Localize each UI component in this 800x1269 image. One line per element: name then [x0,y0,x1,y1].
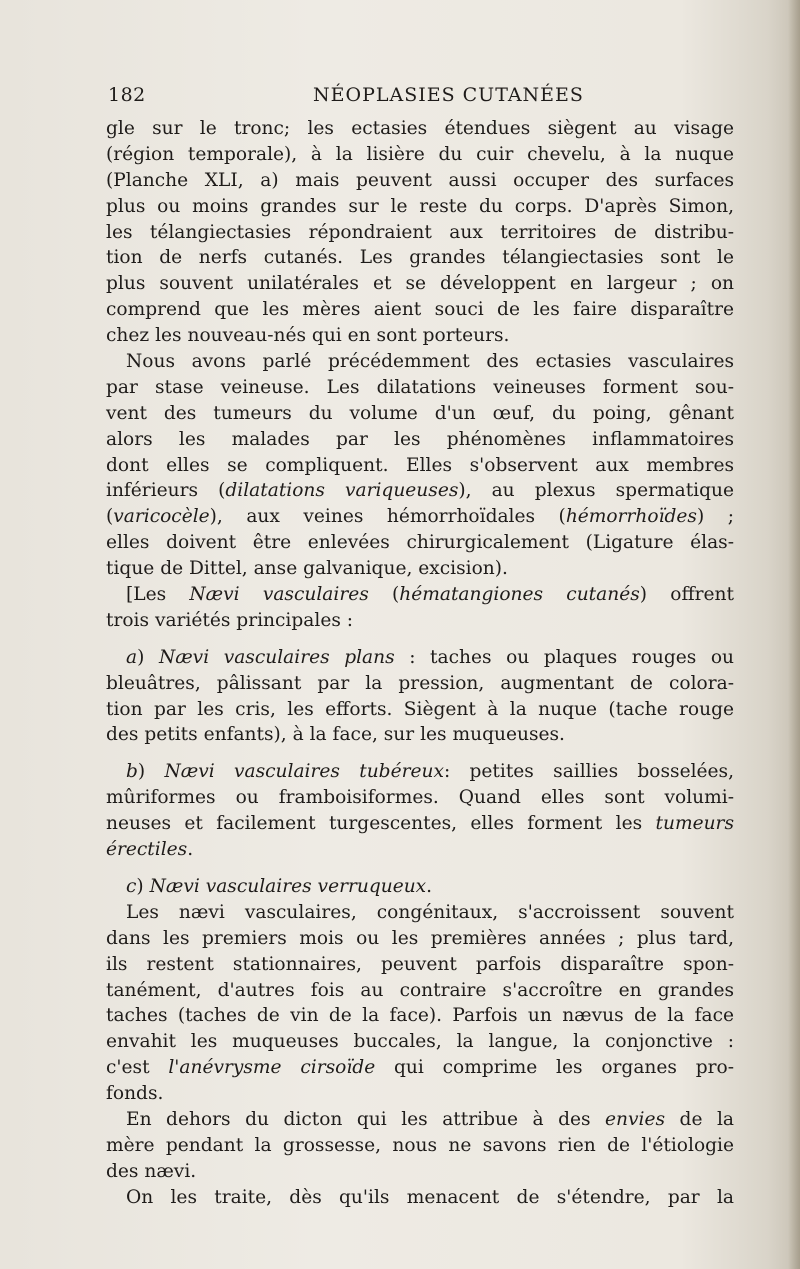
italic-term: Nævi vasculaires [189,584,369,606]
paragraph-telangiectasies [106,116,734,349]
text-line [106,811,734,837]
running-title: NÉOPLASIES CUTANÉES [313,84,584,106]
text-run: de la [665,1108,734,1130]
text-line [106,582,734,608]
text-run: ( [368,584,400,606]
italic-term: envies [605,1108,666,1130]
list-item-b [106,759,734,863]
list-item-c [106,874,734,900]
text-line: par stase veineuse. Les dilatations veineuses forment sou- [106,376,734,398]
italic-term: érectiles [106,839,188,861]
text-line: trois variétés principales : [106,609,354,631]
italic-term: hématangiones cutanés [399,584,640,606]
italic-term: varicocèle [113,506,210,528]
text-line: tanément, d'autres fois au contraire s'accroître en grandes [106,979,734,1001]
text-run: ) [137,646,145,668]
text-line: des petits enfants), à la face, sur les muqueuses. [106,724,565,746]
text-line: alors les malades par les phénomènes inflammatoires [106,428,734,450]
spacer [106,863,734,874]
italic-term: hémorrhoïdes [565,506,697,528]
text-line: (Planche XLI, a) mais peuvent aussi occuper des surfaces [106,169,734,191]
italic-term: tumeurs [655,813,734,835]
text-line: ils restent stationnaires, peuvent parfois disparaître spon- [106,953,734,975]
text-line [106,759,734,785]
text-line [106,504,734,530]
page-number: 182 [108,84,146,106]
list-item-a [106,645,734,749]
text-run: c'est [106,1057,169,1079]
text-run: ) [137,761,146,783]
text-line: dont elles se compliquent. Elles s'observent aux membres [106,454,734,476]
text-line: fonds. [106,1083,164,1105]
italic-term: l'anévrysme cirsoïde [168,1057,376,1079]
spacer [106,634,734,645]
text-line: bleuâtres, pâlissant par la pression, augmentant de colora- [106,672,734,694]
text-line [106,874,734,900]
paragraph-naevi-intro [106,582,734,634]
text-run: neuses et facilement turgescentes, elles forment les [106,813,656,835]
italic-term: Nævi vasculaires plans [158,646,395,668]
text-line: des nævi. [106,1160,197,1182]
text-line [106,837,734,863]
paragraph-traitement [106,1185,734,1211]
text-run: : taches ou plaques rouges ou [394,646,734,668]
text-line: plus souvent unilatérales et se développent en largeur ; on [106,273,734,295]
spacer [106,748,734,759]
italic-term: Nævi vasculaires tubéreux [164,761,444,783]
text-line: envahit les muqueuses buccales, la langue, la conjonctive : [106,1031,734,1053]
text-line [106,1055,734,1081]
text-run: . [426,875,433,897]
body-text [106,116,734,1211]
text-line: Nous avons parlé précédemment des ectasies vasculaires [126,351,734,373]
text-line: elles doivent être enlevées chirurgicalement (Ligature élas- [106,532,734,554]
text-line: mère pendant la grossesse, nous ne savons rien de l'étiologie [106,1134,734,1156]
paragraph-etiologie [106,1107,734,1185]
item-letter: a [126,646,138,668]
text-run: ( [106,506,114,528]
text-line: vent des tumeurs du volume d'un œuf, du poing, gênant [106,402,734,424]
text-line: dans les premiers mois ou les premières années ; plus tard, [106,927,734,949]
text-run: ) ; [696,506,734,528]
page-header [108,84,734,112]
text-run: inférieurs ( [106,480,226,502]
text-line: comprend que les mères aient souci de les faire disparaître [106,299,734,321]
text-line: tion de nerfs cutanés. Les grandes télangiectasies sont le [106,247,734,269]
text-run: En dehors du dicton qui les attribue à des [126,1108,606,1130]
text-line: mûriformes ou framboisiformes. Quand elles sont volumi- [106,787,734,809]
italic-term: Nævi vasculaires verruqueux [149,875,427,897]
text-run: ), aux veines hémorrhoïdales ( [209,506,566,528]
paragraph-evolution [106,900,734,1107]
text-run: ) offrent [639,584,734,606]
text-run: ) [136,875,144,897]
text-line: (région temporale), à la lisière du cuir chevelu, à la nuque [106,143,734,165]
text-line: les télangiectasies répondraient aux territoires de distribu- [106,221,734,243]
text-line: Les nævi vasculaires, congénitaux, s'accroissent souvent [126,901,734,923]
text-run: [Les [126,584,190,606]
text-line [106,478,734,504]
item-letter: b [126,761,138,783]
text-line: tion par les cris, les efforts. Siègent à la nuque (tache rouge [106,698,734,720]
italic-term: dilatations variqueuses [225,480,459,502]
item-letter: c [126,875,137,897]
text-line [106,1107,734,1133]
text-line: gle sur le tronc; les ectasies étendues siègent au visage [106,118,734,139]
text-run: : petites saillies bosselées, [443,761,734,783]
text-line: plus ou moins grandes sur le reste du corps. D'après Simon, [106,195,734,217]
text-line: tique de Dittel, anse galvanique, excision). [106,558,508,580]
paragraph-ectasies-veineuses [106,349,734,582]
text-line: On les traite, dès qu'ils menacent de s'étendre, par la [126,1186,734,1208]
text-run: . [187,839,194,861]
text-run: qui comprime les organes pro- [375,1057,734,1079]
text-line [106,645,734,671]
text-run: ), au plexus spermatique [458,480,734,502]
text-line: chez les nouveau-nés qui en sont porteurs. [106,325,510,347]
text-line: taches (taches de vin de la face). Parfois un nævus de la face [106,1005,734,1027]
